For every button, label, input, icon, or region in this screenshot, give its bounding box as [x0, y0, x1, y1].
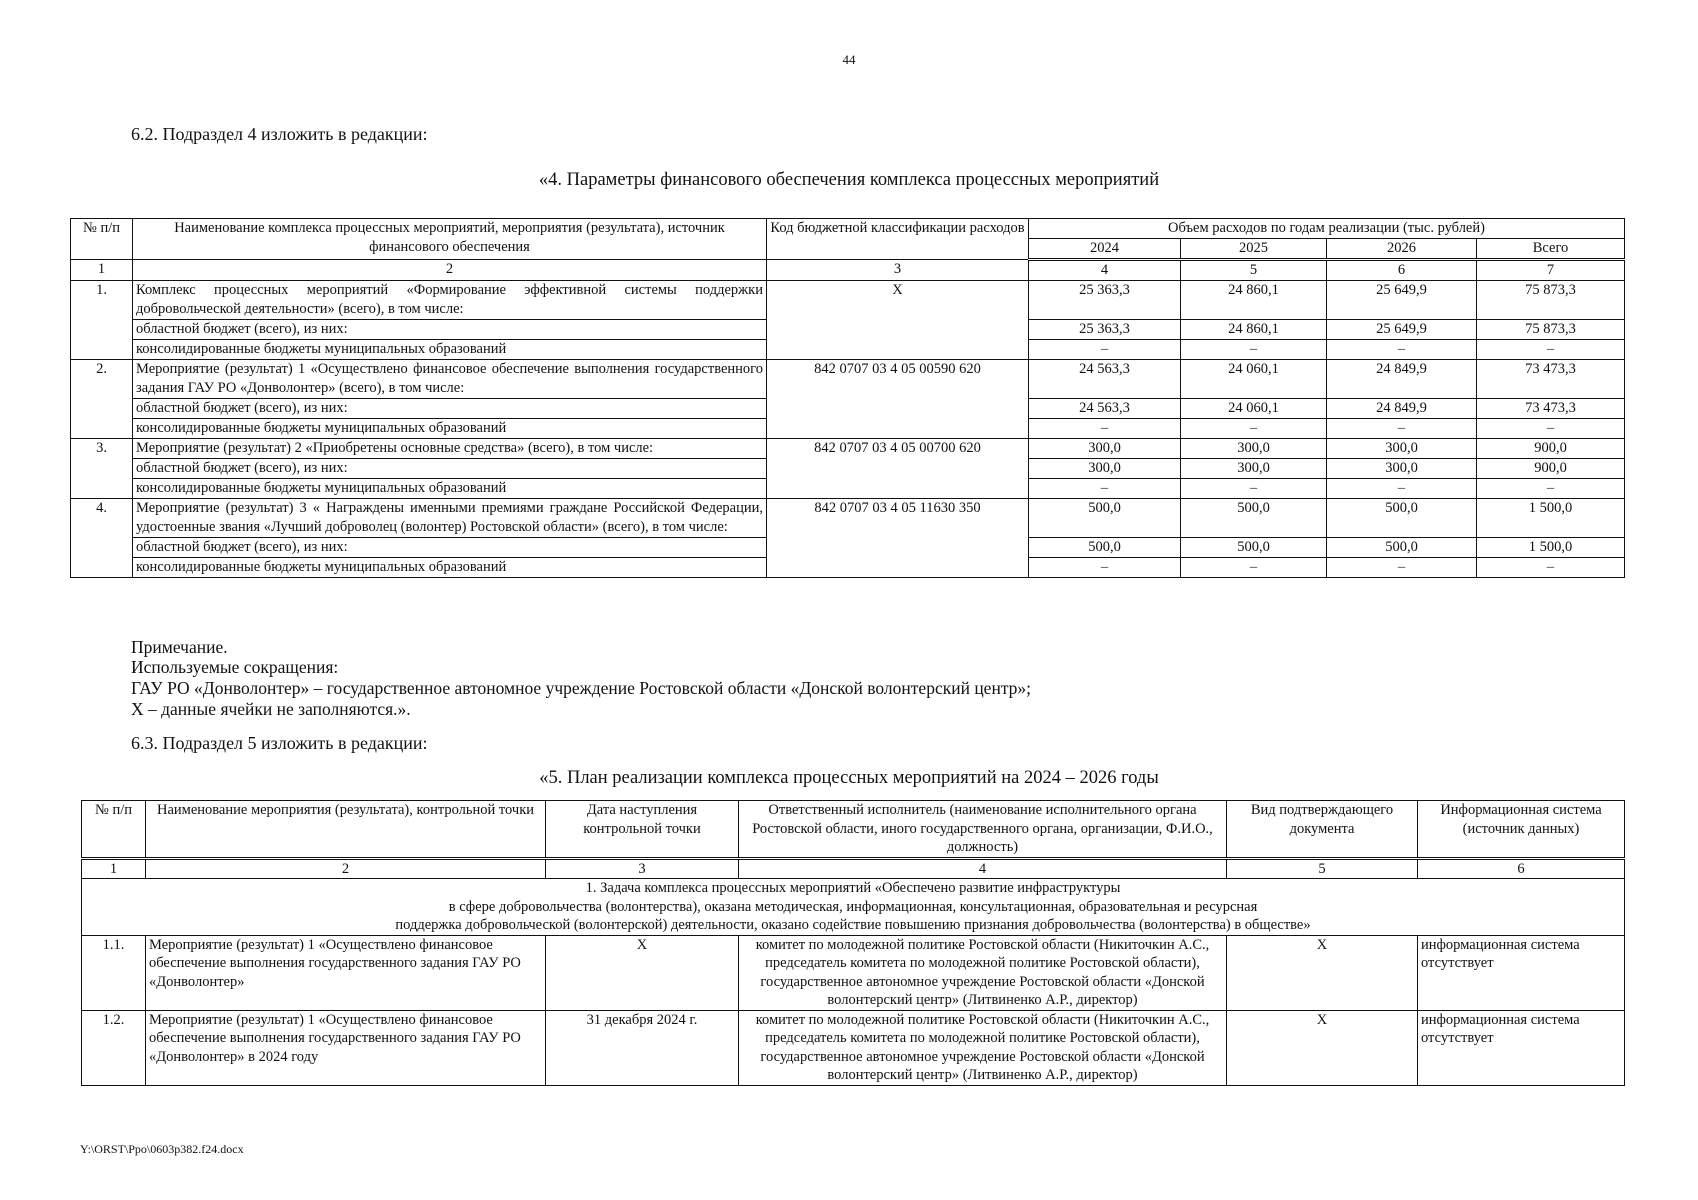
row-code: 842 0707 03 4 05 11630 350 — [767, 499, 1029, 578]
task-row — [82, 879, 1625, 936]
row-num: 2. — [71, 360, 133, 439]
regional-budget-label: областной бюджет (всего), из них: — [133, 459, 767, 479]
plan-table — [81, 800, 1625, 1086]
value-cell: 24 860,1 — [1181, 281, 1327, 320]
value-cell: – — [1327, 340, 1477, 360]
header-code: Код бюджетной классификации расходов — [767, 219, 1029, 260]
value-cell: 75 873,3 — [1477, 281, 1625, 320]
row-date: X — [546, 935, 739, 1010]
header-system: Информационная система (источник данных) — [1418, 801, 1625, 859]
note-abbr-title: Используемые сокращения: — [131, 657, 339, 677]
row-num: 4. — [71, 499, 133, 578]
value-cell: – — [1327, 479, 1477, 499]
municipal-budget-label: консолидированные бюджеты муниципальных образований — [133, 340, 767, 360]
value-cell: – — [1181, 558, 1327, 578]
value-cell: 73 473,3 — [1477, 360, 1625, 399]
col-number: 4 — [1029, 260, 1181, 281]
row-code: X — [767, 281, 1029, 360]
page-number: 44 — [842, 52, 856, 67]
header-2025: 2025 — [1181, 239, 1327, 260]
row-date: 31 декабря 2024 г. — [546, 1010, 739, 1085]
task-line-3: поддержка добровольческой (волонтерской) деятельности, оказано содействие повышению признания добровольчества (волонтерства) в обществе» — [395, 917, 1311, 933]
task-line-1: 1. Задача комплекса процессных мероприятий «Обеспечено развитие инфраструктуры — [585, 880, 1121, 896]
value-cell: – — [1029, 558, 1181, 578]
col-number: 3 — [546, 858, 739, 879]
value-cell: 24 860,1 — [1181, 320, 1327, 340]
value-cell: 24 563,3 — [1029, 360, 1181, 399]
value-cell: 500,0 — [1029, 499, 1181, 538]
header-2026: 2026 — [1327, 239, 1477, 260]
header-document: Вид подтверждающего документа — [1227, 801, 1418, 859]
table-row — [71, 360, 1625, 399]
value-cell: 500,0 — [1181, 538, 1327, 558]
col-number: 5 — [1227, 858, 1418, 879]
table-row — [71, 281, 1625, 320]
value-cell: 500,0 — [1181, 499, 1327, 538]
value-cell: – — [1477, 479, 1625, 499]
footer-file-path: Y:\ORST\Ppo\0603p382.f24.docx — [80, 1142, 244, 1156]
header-name: Наименование комплекса процессных мероприятий, мероприятия (результата), источник финансового обеспечения — [133, 219, 767, 260]
row-name: Мероприятие (результат) 1 «Осуществлено финансовое обеспечение выполнения государственного задания ГАУ РО «Донволонтер» в 2024 году — [146, 1010, 546, 1085]
col-number: 4 — [739, 858, 1227, 879]
value-cell: 500,0 — [1327, 499, 1477, 538]
regional-budget-label: областной бюджет (всего), из них: — [133, 399, 767, 419]
note-line-1: ГАУ РО «Донволонтер» – государственное автономное учреждение Ростовской области «Донской волонтерский центр»; — [131, 678, 1032, 698]
value-cell: 24 563,3 — [1029, 399, 1181, 419]
regional-budget-label: областной бюджет (всего), из них: — [133, 320, 767, 340]
value-cell: 25 363,3 — [1029, 281, 1181, 320]
row-title: Мероприятие (результат) 2 «Приобретены основные средства» (всего), в том числе: — [133, 439, 767, 459]
section-6-3-heading: 6.3. Подраздел 5 изложить в редакции: — [131, 733, 428, 753]
col-number: 2 — [133, 260, 767, 281]
col-number: 6 — [1418, 858, 1625, 879]
row-title: Мероприятие (результат) 3 « Награждены именными премиями граждане Российской Федерации, удостоенные звания «Лучший доброволец (волонтер) Ростовской области» (всего), в том числе: — [133, 499, 767, 538]
value-cell: – — [1029, 340, 1181, 360]
municipal-budget-label: консолидированные бюджеты муниципальных образований — [133, 419, 767, 439]
row-system: информационная система отсутствует — [1418, 935, 1625, 1010]
regional-budget-label: областной бюджет (всего), из них: — [133, 538, 767, 558]
row-document: X — [1227, 1010, 1418, 1085]
value-cell: 75 873,3 — [1477, 320, 1625, 340]
col-number: 3 — [767, 260, 1029, 281]
header-date: Дата наступления контрольной точки — [546, 801, 739, 859]
value-cell: 1 500,0 — [1477, 538, 1625, 558]
row-code: 842 0707 03 4 05 00590 620 — [767, 360, 1029, 439]
value-cell: 25 649,9 — [1327, 320, 1477, 340]
value-cell: 500,0 — [1029, 538, 1181, 558]
value-cell: – — [1181, 479, 1327, 499]
value-cell: – — [1181, 419, 1327, 439]
table-row — [82, 935, 1625, 1010]
value-cell: 300,0 — [1327, 459, 1477, 479]
note-title: Примечание. — [131, 637, 228, 657]
row-num: 1. — [71, 281, 133, 360]
table1-title: «4. Параметры финансового обеспечения комплекса процессных мероприятий — [538, 170, 1160, 190]
table-row — [71, 439, 1625, 459]
value-cell: – — [1181, 340, 1327, 360]
municipal-budget-label: консолидированные бюджеты муниципальных образований — [133, 558, 767, 578]
value-cell: – — [1477, 558, 1625, 578]
value-cell: 73 473,3 — [1477, 399, 1625, 419]
value-cell: – — [1327, 558, 1477, 578]
row-document: X — [1227, 935, 1418, 1010]
value-cell: – — [1029, 479, 1181, 499]
value-cell: 1 500,0 — [1477, 499, 1625, 538]
value-cell: 25 363,3 — [1029, 320, 1181, 340]
value-cell: 300,0 — [1327, 439, 1477, 459]
row-num: 3. — [71, 439, 133, 499]
row-name: Мероприятие (результат) 1 «Осуществлено финансовое обеспечение выполнения государственного задания ГАУ РО «Донволонтер» — [146, 935, 546, 1010]
note-line-2: X – данные ячейки не заполняются.». — [131, 699, 411, 719]
header-2024: 2024 — [1029, 239, 1181, 260]
section-6-2-heading: 6.2. Подраздел 4 изложить в редакции: — [131, 124, 428, 144]
municipal-budget-label: консолидированные бюджеты муниципальных образований — [133, 479, 767, 499]
header-name: Наименование мероприятия (результата), контрольной точки — [146, 801, 546, 859]
row-title: Комплекс процессных мероприятий «Формирование эффективной системы поддержки добровольческой деятельности» (всего), в том числе: — [133, 281, 767, 320]
value-cell: 24 849,9 — [1327, 399, 1477, 419]
value-cell: 500,0 — [1327, 538, 1477, 558]
row-num: 1.2. — [82, 1010, 146, 1085]
value-cell: 900,0 — [1477, 459, 1625, 479]
col-number: 1 — [71, 260, 133, 281]
col-number: 2 — [146, 858, 546, 879]
col-number: 1 — [82, 858, 146, 879]
financing-table — [70, 218, 1625, 578]
row-executor: комитет по молодежной политике Ростовской области (Никиточкин А.С., председатель комитета по молодежной политике Ростовской области), государственное автономное учреждение Ростовской области «Донской волонтерский центр» (Литвиненко А.Р., директор) — [739, 1010, 1227, 1085]
row-executor: комитет по молодежной политике Ростовской области (Никиточкин А.С., председатель комитета по молодежной политике Ростовской области), государственное автономное учреждение Ростовской области «Донской волонтерский центр» (Литвиненко А.Р., директор) — [739, 935, 1227, 1010]
col-number: 5 — [1181, 260, 1327, 281]
col-number: 6 — [1327, 260, 1477, 281]
value-cell: 25 649,9 — [1327, 281, 1477, 320]
row-system: информационная система отсутствует — [1418, 1010, 1625, 1085]
table2-title: «5. План реализации комплекса процессных мероприятий на 2024 – 2026 годы — [539, 768, 1159, 788]
row-num: 1.1. — [82, 935, 146, 1010]
value-cell: 24 060,1 — [1181, 360, 1327, 399]
value-cell: 300,0 — [1029, 459, 1181, 479]
value-cell: 300,0 — [1181, 459, 1327, 479]
col-number: 7 — [1477, 260, 1625, 281]
table-row — [71, 499, 1625, 538]
header-total: Всего — [1477, 239, 1625, 260]
header-num: № п/п — [71, 219, 133, 260]
value-cell: 24 849,9 — [1327, 360, 1477, 399]
header-num: № п/п — [82, 801, 146, 859]
table-row — [82, 1010, 1625, 1085]
value-cell: 300,0 — [1181, 439, 1327, 459]
value-cell: – — [1029, 419, 1181, 439]
task-line-2: в сфере добровольчества (волонтерства), оказана методическая, информационная, консультационная, образовательная и ресурсная — [448, 898, 1258, 915]
row-code: 842 0707 03 4 05 00700 620 — [767, 439, 1029, 499]
value-cell: – — [1477, 419, 1625, 439]
header-volume: Объем расходов по годам реализации (тыс. рублей) — [1029, 219, 1625, 239]
header-executor: Ответственный исполнитель (наименование исполнительного органа Ростовской области, иного государственного органа, организации, Ф.И.О., должность) — [739, 801, 1227, 859]
value-cell: 300,0 — [1029, 439, 1181, 459]
value-cell: – — [1477, 340, 1625, 360]
value-cell: 24 060,1 — [1181, 399, 1327, 419]
row-title: Мероприятие (результат) 1 «Осуществлено финансовое обеспечение выполнения государственного задания ГАУ РО «Донволонтер» (всего), в том числе: — [133, 360, 767, 399]
value-cell: – — [1327, 419, 1477, 439]
value-cell: 900,0 — [1477, 439, 1625, 459]
